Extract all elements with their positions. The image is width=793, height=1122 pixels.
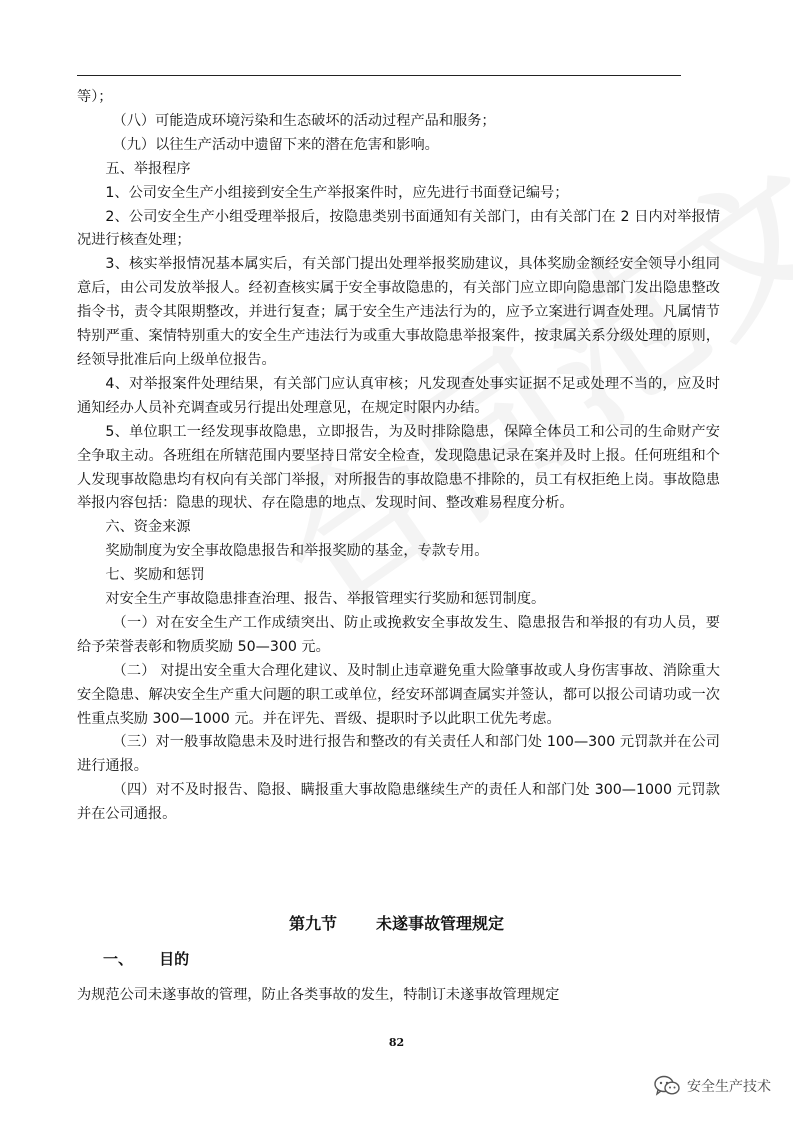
document-body	[77, 86, 720, 827]
subsection-purpose-heading: 一、 目的	[103, 950, 190, 968]
heading-report-procedure: 五、举报程序	[105, 160, 191, 177]
procedure-step-4: 4、对举报案件处理结果，有关部门应认真审核；凡发现查处事实证据不足或处理不当的，应及时通知经办人员补充调查或另行提出处理意见，在规定时限内办结。	[77, 375, 720, 416]
procedure-step-2: 2、公司安全生产小组受理举报后，按隐患类别书面通知有关部门，由有关部门在 2 日内对举报情况进行核查处理；	[77, 208, 720, 249]
reward-item-1: （一）对在安全生产工作成绩突出、防止或挽救安全事故发生、隐患报告和举报的有功人员，要给予荣誉表彰和物质奖励 50—300 元。	[77, 614, 720, 655]
wechat-icon	[654, 1075, 680, 1097]
section-title: 第九节 未遂事故管理规定	[289, 914, 504, 933]
page-number: 82	[388, 1036, 405, 1049]
purpose-text: 为规范公司未遂事故的管理，防止各类事故的发生，特制订未遂事故管理规定	[77, 987, 560, 1003]
list-item-eight: （八）可能造成环境污染和生态破坏的活动过程产品和服务；	[112, 112, 496, 129]
rewards-intro: 对安全生产事故隐患排查治理、报告、举报管理实行奖励和惩罚制度。	[105, 591, 546, 608]
procedure-step-3: 3、核实举报情况基本属实后，有关部门提出处理举报奖励建议，具体奖励金额经安全领导小组同意后，由公司发放举报人。经初查核实属于安全事故隐患的，有关部门应立即向隐患部门发出隐患整改指令书，责令其限期整改，并进行复查；属于安全生产违法行为的，应予立案进行调查处理。凡属情节特别严重、案情特别重大的安全生产违法行为或重大事故隐患举报案件，按隶属关系分级处理的原则，经领导批准后向上级单位报告。	[77, 256, 720, 368]
funding-text: 奖励制度为安全事故隐患报告和举报奖励的基金，专款专用。	[105, 543, 489, 560]
header-rule	[77, 75, 681, 76]
heading-funding-source: 六、资金来源	[105, 519, 191, 536]
wechat-account-name: 安全生产技术	[687, 1079, 771, 1095]
penalty-item-3: （三）对一般事故隐患未及时进行报告和整改的有关责任人和部门处 100—300 元罚款并在公司进行通报。	[77, 734, 720, 775]
paragraph-continuation: 等）；	[77, 89, 113, 105]
wechat-account-badge	[654, 1075, 771, 1097]
procedure-step-5: 5、单位职工一经发现事故隐患，立即报告，为及时排除隐患，保障全体员工和公司的生命财产安全争取主动。各班组在所辖范围内要坚持日常安全检查，发现隐患记录在案并及时上报。任何班组和个人发现事故隐患均有权向有关部门举报，对所报告的事故隐患不排除的，员工有权拒绝上岗。事故隐患举报内容包括：隐患的现状、存在隐患的地点、发现时间、整改难易程度分析。	[77, 423, 720, 512]
list-item-nine: （九）以往生产活动中遗留下来的潜在危害和影响。	[112, 136, 439, 153]
penalty-item-4: （四）对不及时报告、隐报、瞒报重大事故隐患继续生产的责任人和部门处 300—1000 元罚款并在公司通报。	[77, 782, 720, 823]
procedure-step-1: 1、公司安全生产小组接到安全生产举报案件时，应先进行书面登记编号；	[105, 184, 569, 201]
heading-rewards-penalties: 七、奖励和惩罚	[105, 567, 205, 584]
reward-item-2: （二） 对提出安全重大合理化建议、及时制止违章避免重大险肇事故或人身伤害事故、消除重大安全隐患、解决安全生产重大问题的职工或单位，经安环部调查属实并签认，都可以报公司请功或一次性重点奖励 300—1000 元。并在评先、晋级、提职时予以此职工优先考虑。	[77, 662, 720, 727]
